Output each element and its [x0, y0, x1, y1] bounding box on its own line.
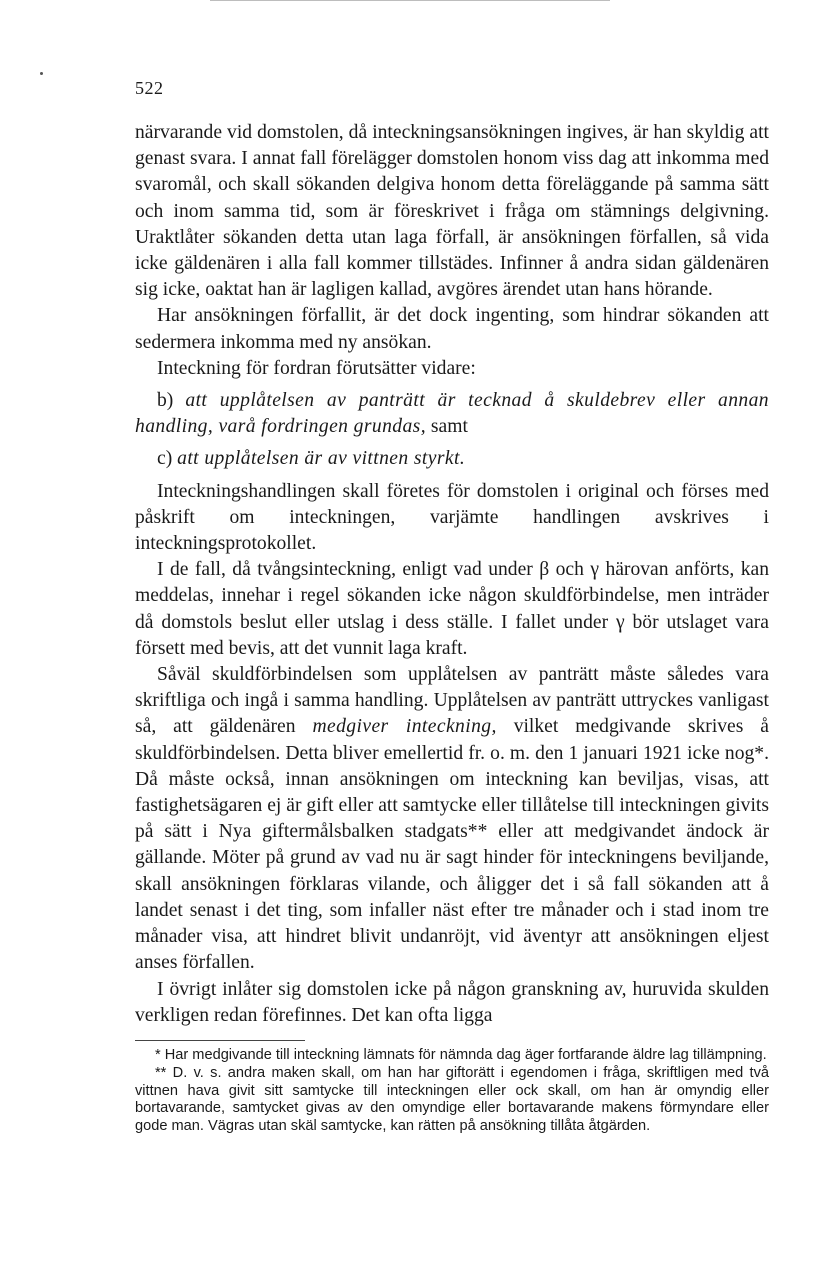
top-rule: [210, 0, 610, 1]
paragraph-8: [135, 662, 769, 976]
footnote-2: ** D. v. s. andra maken skall, om han har giftorätt i egendomen i fråga, skriftligen med två vittnen hava givit sitt samtycke till inteckningen eller ock skall, om han är omyndig eller bortavarande, samtycket givas av den omyndige eller bortavarande makens förmyndare eller gode man. Vägras utan skäl samtycke, kan rätten på ansökning tillåta åtgärden.: [135, 1064, 769, 1135]
condition-b: [135, 388, 769, 440]
condition-b-label: b): [157, 390, 174, 412]
page-number: 522: [135, 78, 164, 98]
paragraph-9: I övrigt inlåter sig domstolen icke på någon granskning av, huruvida skulden verkligen redan förefinnes. Det kan ofta ligga: [135, 978, 769, 1026]
condition-c-text: att upplåtelsen är av vittnen styrkt.: [177, 448, 466, 470]
paragraph-3: Inteckning för fordran förutsätter vidare:: [157, 357, 476, 379]
print-speck: [40, 72, 43, 75]
condition-b-tail: samt: [430, 416, 468, 438]
paragraph-1: närvarande vid domstolen, då inteckningsansökningen ingives, är han skyldig att genast svara. I annat fall förelägger domstolen honom viss dag att inkomma med svaromål, och skall sökanden delgiva honom detta föreläggande på samma sätt och inom samma tid, som är föreskrivet i fråga om stämnings delgivning. Uraktlåter sökanden detta utan laga förfall, är ansökningen förfallen, så vida icke gäldenären i alla fall kommer tillstädes. Infinner å andra sidan gäldenären sig icke, oaktat han är lagligen kallad, avgöres ärendet utan hans hörande.: [135, 122, 769, 301]
condition-c: [135, 446, 769, 472]
footnote-1: * Har medgivande till inteckning lämnats för nämnda dag äger fortfarande äldre lag tillämpning.: [155, 1047, 767, 1063]
paragraph-2: Har ansökningen förfallit, är det dock ingenting, som hindrar sökanden att sedermera inkomma med ny ansökan.: [135, 305, 769, 353]
paragraph-6: Inteckningshandlingen skall företes för domstolen i original och förses med påskrift om inteckningen, varjämte handlingen avskrives i inteckningsprotokollet.: [135, 480, 769, 555]
condition-b-text: att upplåtelsen av panträtt är tecknad å skuldebrev eller annan handling, varå fordringen grundas,: [135, 390, 769, 438]
paragraph-8-italic: medgiver inteckning,: [312, 716, 497, 738]
footnote-rule: [135, 1040, 305, 1041]
paragraph-8-post: vilket medgivande skrives å skuldförbindelsen. Detta bliver emellertid fr. o. m. den 1 januari 1921 icke nog*. Då måste också, innan ansökningen om inteckning kan beviljas, visas, att fastighetsägaren ej är gift eller att samtycke eller tillåtelse till inteckningen givits på sätt i Nya giftermålsbalken stadgats** eller att medgivandet ändock är gällande. Möter på grund av vad nu är sagt hinder för inteckningens beviljande, skall ansökningen förklaras vilande, och åligger det i så fall sökanden att å landet senast i det ting, som infaller näst efter tre månader och i stad inom tre månader visa, att hindret blivit undanröjt, vid äventyr att ansökningen eljest anses förfallen.: [135, 716, 769, 974]
paragraph-7: I de fall, då tvångsinteckning, enligt vad under β och γ härovan anförts, kan meddelas, innehar i regel sökanden icke någon skuldförbindelse, men inträder då domstols beslut eller utslag i dess ställe. I fallet under γ bör utslaget vara försett med bevis, att det vunnit laga kraft.: [135, 559, 769, 659]
footnotes: [135, 1047, 769, 1136]
body-text: [135, 120, 769, 1029]
condition-c-label: c): [157, 448, 173, 470]
paragraph-8-pre: Såväl skuldförbindelsen som upplåtelsen av panträtt måste således vara skriftliga och ingå i samma handling. Upplåtelsen av panträtt uttryckes vanligast så, att gäldenären: [135, 664, 769, 738]
